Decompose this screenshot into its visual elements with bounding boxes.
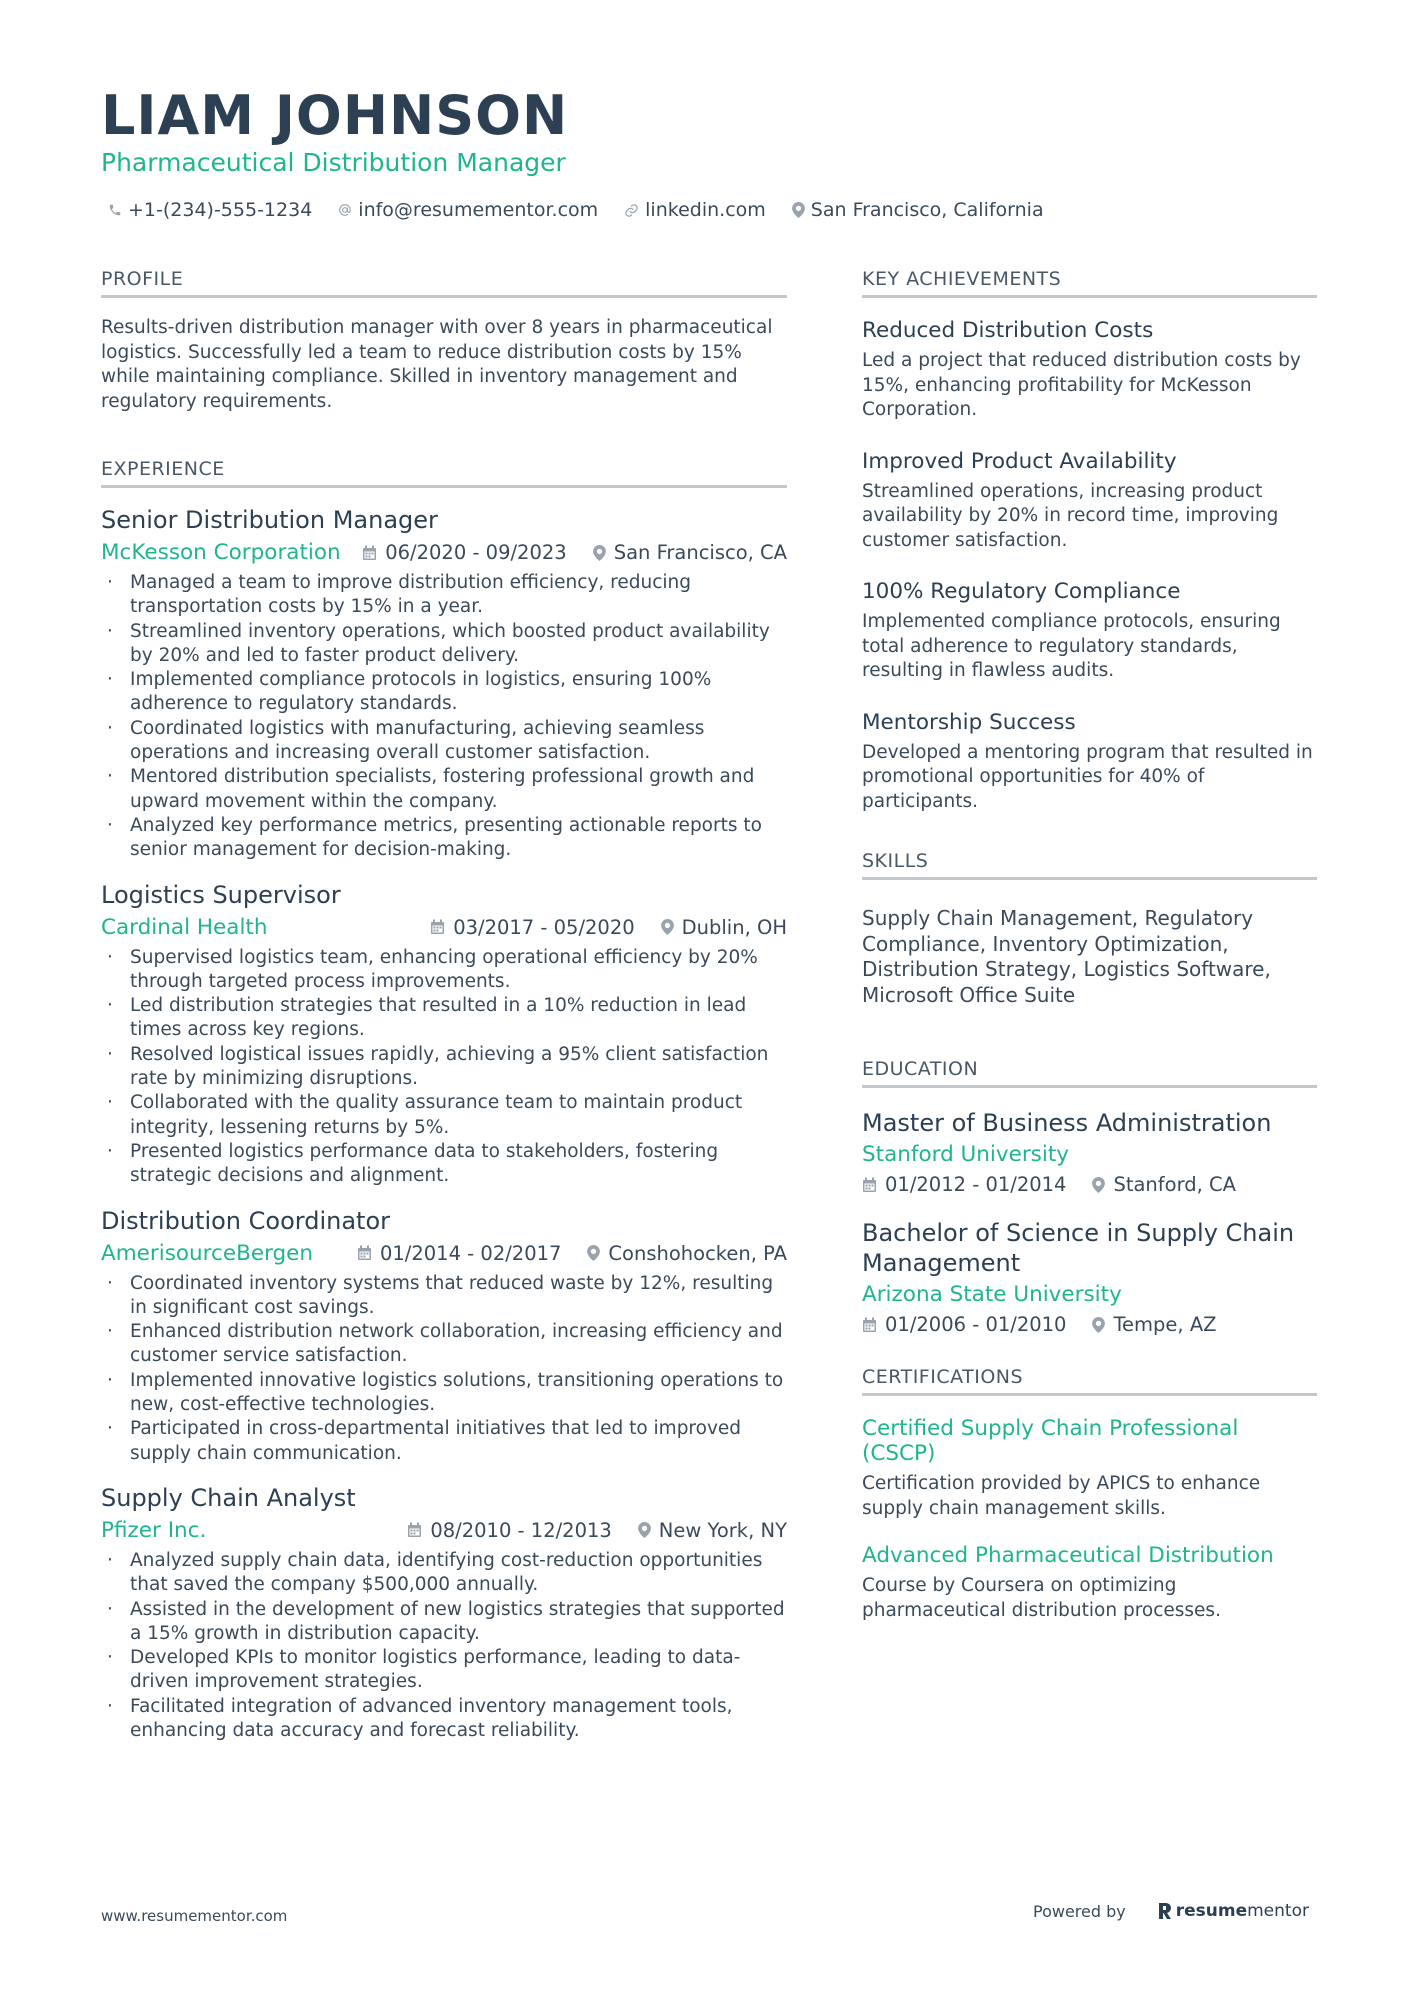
job-bullets: [101, 946, 787, 1189]
link-icon: [624, 203, 639, 218]
job-dates-text: 03/2017 - 05/2020: [453, 915, 635, 939]
job-location-text: Conshohocken, PA: [608, 1241, 787, 1265]
location-pin-icon: [638, 1522, 651, 1538]
brand-logo-icon: [1158, 1902, 1172, 1920]
job-bullets: [101, 1272, 787, 1466]
achievements-heading: KEY ACHIEVEMENTS: [862, 268, 1317, 298]
certifications-heading: CERTIFICATIONS: [862, 1366, 1317, 1396]
education-location: [1092, 1173, 1236, 1196]
job-bullet: · Collaborated with the quality assurance team to maintain product integrity, lessening returns by 5%.: [101, 1091, 787, 1140]
right-column: [862, 268, 1317, 1645]
location-pin-icon: [593, 545, 606, 561]
job-location: [593, 541, 787, 564]
job-dates: [407, 1519, 611, 1542]
education-location-text: Stanford, CA: [1113, 1173, 1236, 1196]
job-meta: [101, 915, 787, 940]
footer-url[interactable]: www.resumementor.com: [101, 1907, 288, 1925]
job-bullet: · Analyzed key performance metrics, presenting actionable reports to senior management for decision-making.: [101, 814, 787, 863]
skills-text: Supply Chain Management, Regulatory Compliance, Inventory Optimization, Distribution Strategy, Logistics Software, Microsoft Office Suite: [862, 906, 1271, 1007]
job-title: Senior Distribution Manager: [101, 506, 438, 534]
profile-section: [101, 268, 787, 414]
achievement-text: Led a project that reduced distribution costs by 15%, enhancing profitability for McKesson Corporation.: [862, 350, 1301, 420]
linkedin-text: linkedin.com: [645, 199, 766, 221]
job-company: McKesson Corporation: [101, 540, 341, 565]
job-bullet: · Implemented innovative logistics solutions, transitioning operations to new, cost-effective technologies.: [101, 1369, 787, 1418]
job-bullet: · Presented logistics performance data to stakeholders, fostering strategic decisions and alignment.: [101, 1140, 787, 1189]
job-location: [661, 916, 787, 939]
email-text: info@resumementor.com: [358, 199, 599, 221]
contact-linkedin[interactable]: [624, 199, 766, 221]
brand-regular: mentor: [1247, 1901, 1309, 1921]
calendar-icon: [357, 1245, 372, 1261]
job-meta: [101, 540, 787, 565]
candidate-title: Pharmaceutical Distribution Manager: [101, 148, 566, 177]
job-bullet: · Supervised logistics team, enhancing operational efficiency by 20% through targeted process improvements.: [101, 946, 787, 995]
job-dates-text: 01/2014 - 02/2017: [379, 1241, 562, 1265]
achievement-text: Developed a mentoring program that resulted in promotional opportunities for 40% of participants.: [862, 741, 1313, 812]
brand-logo[interactable]: [1158, 1901, 1309, 1921]
calendar-icon: [862, 1317, 877, 1333]
achievement-text: Streamlined operations, increasing product availability by 20% in record time, improving customer satisfaction.: [862, 480, 1279, 551]
education-heading: EDUCATION: [862, 1058, 1317, 1088]
job-location-text: San Francisco, CA: [613, 541, 787, 564]
education-meta: [862, 1173, 1317, 1196]
education-item: [862, 1108, 1317, 1196]
achievement-title: Mentorship Success: [862, 709, 1076, 735]
job-bullet: · Streamlined inventory operations, which boosted product availability by 20% and led to faster product delivery.: [101, 620, 787, 669]
location-pin-icon: [661, 919, 674, 935]
job-entry: [101, 881, 787, 1189]
education-location: [1092, 1313, 1216, 1336]
job-bullet: · Mentored distribution specialists, fostering professional growth and upward movement within the company.: [101, 765, 787, 814]
job-title: Distribution Coordinator: [101, 1206, 390, 1235]
education-dates: [862, 1313, 1066, 1336]
job-bullet: · Coordinated inventory systems that reduced waste by 12%, resulting in significant cost savings.: [101, 1272, 787, 1321]
job-bullet: · Resolved logistical issues rapidly, achieving a 95% client satisfaction rate by minimizing disruptions.: [101, 1043, 787, 1092]
calendar-icon: [362, 545, 377, 561]
achievement-item: [862, 449, 1317, 554]
education-degree: Bachelor of Science in Supply Chain Management: [862, 1219, 1295, 1277]
certification-item: [862, 1543, 1317, 1623]
certification-list: [862, 1416, 1317, 1623]
job-bullet: · Facilitated integration of advanced inventory management tools, enhancing data accuracy and forecast reliability.: [101, 1695, 787, 1744]
contact-email[interactable]: [338, 199, 598, 221]
education-dates-text: 01/2012 - 01/2014: [885, 1173, 1067, 1196]
achievement-title: 100% Regulatory Compliance: [862, 579, 1181, 604]
job-company: Pfizer Inc.: [101, 1517, 207, 1543]
job-bullet: · Participated in cross-departmental initiatives that led to improved supply chain communication.: [101, 1417, 787, 1466]
phone-icon: [108, 203, 122, 217]
certification-title: Certified Supply Chain Professional (CSCP): [862, 1416, 1239, 1466]
achievement-item: [862, 579, 1317, 684]
job-location: [638, 1519, 787, 1542]
education-school: Stanford University: [862, 1142, 1070, 1167]
job-company: Cardinal Health: [101, 914, 268, 940]
job-bullet: · Analyzed supply chain data, identifying cost-reduction opportunities that saved the company $500,000 annually.: [101, 1549, 787, 1598]
job-entry: [101, 1484, 787, 1743]
location-pin-icon: [587, 1245, 600, 1261]
education-location-text: Tempe, AZ: [1113, 1313, 1217, 1336]
education-section: [862, 1058, 1317, 1336]
job-dates: [430, 916, 634, 939]
skills-heading: SKILLS: [862, 850, 1317, 880]
powered-by-text: Powered by: [1033, 1901, 1126, 1921]
achievement-item: [862, 710, 1317, 815]
location-pin-icon: [1092, 1317, 1105, 1333]
job-entry: [101, 1207, 787, 1466]
education-dates: [862, 1173, 1066, 1196]
job-title: Logistics Supervisor: [101, 880, 341, 909]
contact-location: [792, 199, 1044, 221]
calendar-icon: [407, 1522, 422, 1538]
brand-bold: resume: [1175, 1901, 1248, 1921]
phone-text: +1-(234)-555-1234: [128, 199, 313, 221]
certifications-section: [862, 1366, 1317, 1623]
job-location-text: Dublin, OH: [681, 915, 787, 939]
certification-item: [862, 1416, 1317, 1521]
profile-text: Results-driven distribution manager with over 8 years in pharmaceutical logistics. Successfully led a team to reduce distribution costs by 15% while maintaining compliance. Skilled in inventory management and regulatory requirements.: [101, 317, 773, 412]
certification-title: Advanced Pharmaceutical Distribution: [862, 1543, 1274, 1568]
job-location: [587, 1242, 787, 1265]
certification-text: Course by Coursera on optimizing pharmaceutical distribution processes.: [862, 1575, 1221, 1621]
job-bullets: [101, 1549, 787, 1743]
contact-bar: [108, 199, 1070, 221]
experience-heading: EXPERIENCE: [101, 458, 787, 488]
calendar-icon: [862, 1177, 877, 1193]
calendar-icon: [430, 919, 445, 935]
education-meta: [862, 1313, 1317, 1336]
location-pin-icon: [792, 202, 805, 218]
profile-heading: PROFILE: [101, 268, 787, 298]
at-icon: [338, 203, 352, 217]
achievements-section: [862, 268, 1317, 814]
job-dates-text: 08/2010 - 12/2013: [430, 1518, 612, 1542]
job-bullet: · Developed KPIs to monitor logistics performance, leading to data-driven improvement strategies.: [101, 1646, 787, 1695]
job-bullet: · Enhanced distribution network collaboration, increasing efficiency and customer service satisfaction.: [101, 1320, 787, 1369]
job-company: AmerisourceBergen: [101, 1240, 314, 1266]
job-entry: [101, 506, 787, 863]
education-list: [862, 1108, 1317, 1336]
left-column: [101, 268, 787, 1761]
location-text: San Francisco, California: [810, 199, 1044, 221]
certification-text: Certification provided by APICS to enhance supply chain management skills.: [862, 1473, 1261, 1519]
job-bullet: · Led distribution strategies that resulted in a 10% reduction in lead times across key regions.: [101, 994, 787, 1043]
job-bullets: [101, 571, 787, 863]
candidate-name: LIAM JOHNSON: [101, 84, 569, 147]
job-meta: [101, 1241, 787, 1266]
job-title: Supply Chain Analyst: [101, 1483, 356, 1512]
achievement-title: Reduced Distribution Costs: [862, 318, 1154, 343]
achievement-list: [862, 318, 1317, 814]
job-bullet: · Assisted in the development of new logistics strategies that supported a 15% growth in distribution capacity.: [101, 1598, 787, 1647]
contact-phone[interactable]: [108, 199, 312, 221]
location-pin-icon: [1092, 1177, 1105, 1193]
job-meta: [101, 1518, 787, 1543]
job-location-text: New York, NY: [658, 1518, 787, 1542]
achievement-text: Implemented compliance protocols, ensuring total adherence to regulatory standards, resulting in flawless audits.: [862, 611, 1281, 681]
achievement-item: [862, 318, 1317, 423]
job-dates: [362, 541, 566, 564]
job-dates-text: 06/2020 - 09/2023: [385, 541, 567, 564]
footer-brand: [1033, 1901, 1309, 1921]
education-dates-text: 01/2006 - 01/2010: [885, 1313, 1067, 1336]
job-bullet: · Managed a team to improve distribution efficiency, reducing transportation costs by 15% in a year.: [101, 571, 787, 620]
education-degree: Master of Business Administration: [862, 1109, 1272, 1137]
education-school: Arizona State University: [862, 1282, 1122, 1307]
skills-section: [862, 850, 1317, 1008]
job-bullet: · Coordinated logistics with manufacturing, achieving seamless operations and increasing overall customer satisfaction.: [101, 717, 787, 766]
job-list: [101, 506, 787, 1743]
achievement-title: Improved Product Availability: [862, 448, 1177, 474]
job-dates: [357, 1242, 561, 1265]
job-bullet: · Implemented compliance protocols in logistics, ensuring 100% adherence to regulatory standards.: [101, 668, 787, 717]
experience-section: [101, 458, 787, 1743]
education-item: [862, 1218, 1317, 1336]
